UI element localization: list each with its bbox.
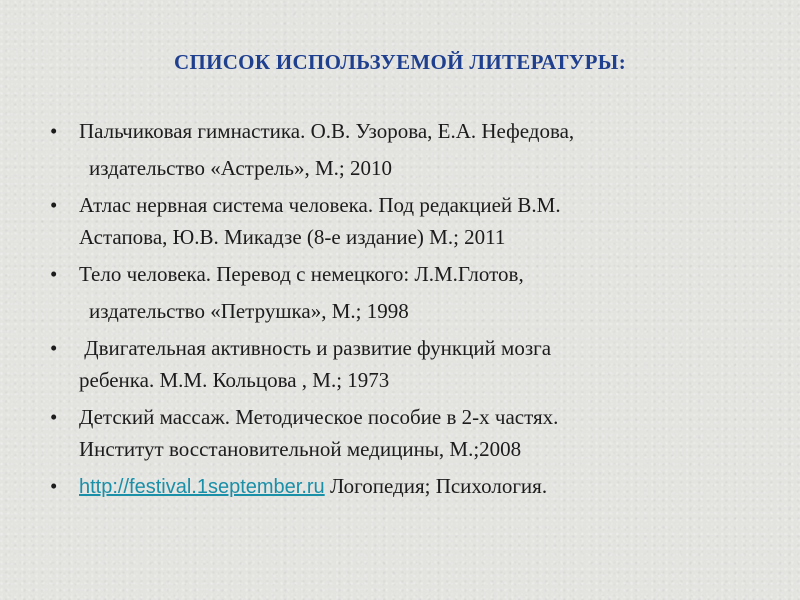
item-line-continuation: издательство «Астрель», М.; 2010 (89, 156, 392, 180)
bullet-icon: • (50, 474, 58, 498)
item-line-continuation: Институт восстановительной медицины, М.;2008 (79, 437, 522, 461)
item-line-continuation: Астапова, Ю.В. Микадзе (8-е издание) М.; 2011 (79, 225, 506, 249)
item-line: Детский массаж. Методическое пособие в 2-х частях. (79, 405, 559, 429)
bullet-icon: • (50, 336, 58, 360)
bibliography-list (48, 115, 768, 508)
list-item (48, 470, 768, 503)
item-line: Пальчиковая гимнастика. О.В. Узорова, Е.А. Нефедова, (79, 119, 575, 143)
item-line-continuation: ребенка. М.М. Кольцова , М.; 1973 (79, 368, 390, 392)
link-description: Логопедия; Психология. (324, 474, 548, 498)
list-item (48, 401, 768, 465)
list-item (48, 189, 768, 253)
list-item (48, 332, 768, 396)
festival-link[interactable]: http://festival.1september.ru (79, 476, 325, 498)
bullet-icon: • (50, 262, 58, 286)
item-line: Двигательная активность и развитие функций мозга (79, 336, 552, 360)
item-line: Атлас нервная система человека. Под редакцией В.М. (79, 193, 561, 217)
item-line-continuation: издательство «Петрушка», М.; 1998 (89, 299, 409, 323)
item-line: Тело человека. Перевод с немецкого: Л.М.Глотов, (79, 262, 524, 286)
list-item (48, 258, 768, 327)
slide-title: СПИСОК ИСПОЛЬЗУЕМОЙ ЛИТЕРАТУРЫ: (173, 50, 626, 74)
bullet-icon: • (50, 119, 58, 143)
bullet-icon: • (50, 193, 58, 217)
list-item (48, 115, 768, 184)
bullet-icon: • (50, 405, 58, 429)
